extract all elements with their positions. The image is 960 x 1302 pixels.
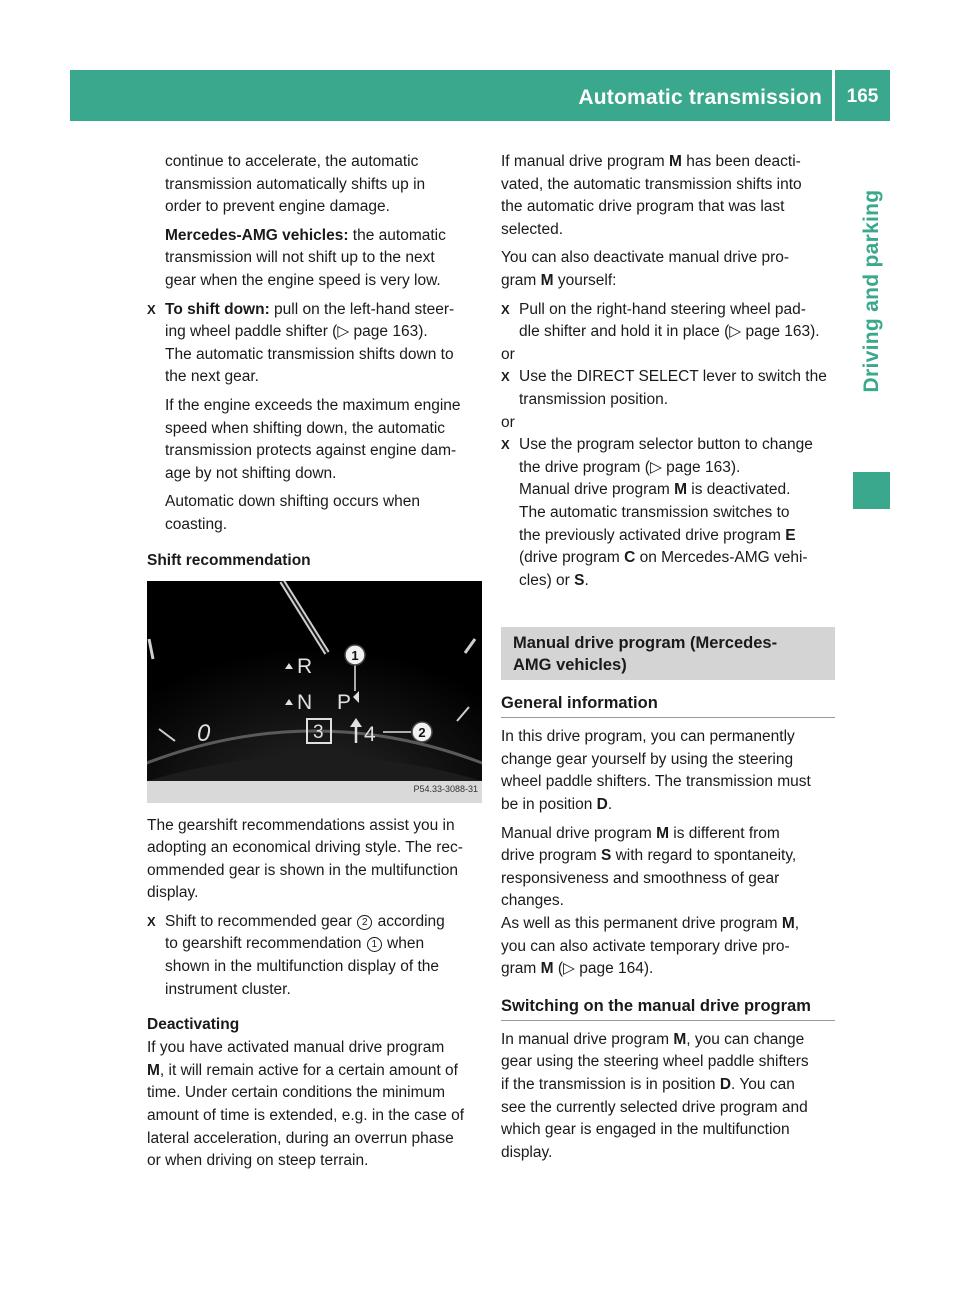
text-line: display. — [147, 884, 199, 902]
text-span: the previously activated drive program — [519, 526, 786, 544]
text-span: the automatic — [348, 226, 446, 244]
deactivating-heading: Deactivating — [147, 1016, 240, 1034]
shift-recommendation-heading: Shift recommendation — [147, 551, 311, 569]
text-line — [501, 1074, 835, 1097]
gearshift-paragraph — [147, 815, 482, 905]
text-line: age by not shifting down. — [165, 464, 337, 482]
paddle-bullet — [501, 299, 835, 322]
text-span: is deactivated. — [687, 481, 791, 499]
text-span: Use the DIRECT SELECT lever to switch the — [519, 368, 827, 386]
program-m: M — [673, 1030, 687, 1048]
gear-label-r: R — [297, 654, 313, 678]
text-line: ing wheel paddle shifter (▷ page 163). — [165, 323, 428, 341]
text-span: drive program — [501, 847, 601, 865]
text-line: wheel paddle shifters. The transmission must — [501, 773, 811, 791]
program-m: M — [656, 824, 669, 842]
text-line: AMG vehicles) — [513, 656, 627, 675]
text-span: is different from — [669, 824, 780, 842]
text-line — [147, 1060, 482, 1083]
shift-down-bullet — [147, 299, 482, 322]
text-span: on Mercedes-AMG vehi- — [635, 549, 808, 567]
program-m: M — [674, 481, 687, 499]
amg-note — [165, 225, 482, 248]
shift-down-label: To shift down: — [165, 300, 270, 318]
general-paragraph — [501, 726, 835, 816]
text-span: . — [584, 571, 589, 589]
text-line — [165, 933, 482, 956]
gear-label-n: N — [297, 690, 313, 714]
bullet-arrow-icon: X — [147, 913, 156, 929]
text-line — [501, 958, 835, 981]
text-line: If the engine exceeds the maximum engine — [165, 396, 461, 414]
text-line: The automatic transmission switches to — [519, 503, 790, 521]
shift-down-body — [147, 321, 482, 536]
text-line: responsiveness and smoothness of gear — [501, 869, 780, 887]
text-line: changes. — [501, 892, 564, 910]
text-span: gram — [501, 960, 541, 978]
gear-label-p: P — [337, 690, 352, 714]
text-line: In this drive program, you can permanently — [501, 728, 795, 746]
right-column — [501, 151, 835, 1164]
text-line: time. Under certain conditions the minimum — [147, 1084, 446, 1102]
program-s: S — [574, 571, 585, 589]
program-m: M — [540, 271, 554, 289]
text-span: (drive program — [519, 549, 625, 567]
text-line: change gear yourself by using the steering — [501, 750, 794, 768]
text-line: vated, the automatic transmission shifts into — [501, 175, 802, 193]
text-span: yourself: — [553, 271, 617, 289]
text-line: gear using the steering wheel paddle shifters — [501, 1053, 809, 1071]
text-line: amount of time is extended, e.g. in the case of — [147, 1107, 465, 1125]
page-number: 165 — [846, 86, 879, 107]
callout-1-ref: 1 — [367, 937, 382, 952]
text-span: with regard to spontaneity, — [611, 847, 797, 865]
text-line — [501, 270, 835, 293]
text-line: Automatic down shifting occurs when — [165, 493, 421, 511]
text-line — [501, 845, 835, 868]
text-line: or when driving on steep terrain. — [147, 1152, 369, 1170]
text-line: you can also activate temporary drive pro- — [501, 937, 790, 955]
program-s: S — [600, 847, 612, 865]
or-separator: or — [501, 345, 515, 363]
position-d: D — [596, 796, 608, 814]
callout-1-label: 1 — [351, 647, 359, 663]
text-span: If manual drive program — [501, 153, 669, 170]
text-span: according — [373, 912, 445, 930]
text-span: when — [382, 935, 425, 953]
text-line: see the currently selected drive program and — [501, 1098, 808, 1116]
text-span: , — [794, 915, 800, 933]
switching-on-heading: Switching on the manual drive program — [501, 993, 835, 1021]
side-tab-label: Driving and parking — [859, 189, 883, 393]
text-line: speed when shifting down, the automatic — [165, 419, 446, 437]
text-line: transmission will not shift up to the next — [165, 249, 435, 267]
text-span: Manual drive program — [519, 481, 675, 499]
text-line — [519, 479, 835, 502]
deactivate-yourself-paragraph — [501, 247, 835, 292]
text-span: Pull on the right-hand steering wheel pad- — [519, 300, 806, 318]
text-line: The gearshift recommendations assist you in — [147, 816, 455, 834]
program-m: M — [781, 915, 795, 933]
text-line: display. — [501, 1143, 553, 1161]
callout-2-ref: 2 — [357, 915, 372, 930]
instrument-cluster-figure — [147, 581, 482, 803]
text-span: In manual drive program — [501, 1030, 674, 1048]
dial-number: 0 — [197, 719, 211, 747]
text-span: , it will remain active for a certain amount of — [159, 1061, 458, 1079]
direct-select-bullet — [501, 366, 835, 389]
program-m: M — [669, 153, 682, 170]
side-tab — [853, 121, 890, 461]
text-line — [501, 913, 835, 936]
amg-section-heading — [501, 627, 835, 680]
text-span: , you can change — [686, 1030, 805, 1048]
text-line: the next gear. — [165, 368, 259, 386]
amg-label: Mercedes-AMG vehicles: — [165, 226, 349, 244]
text-span: (▷ page 164). — [553, 960, 654, 978]
text-line: continue to accelerate, the automatic — [165, 153, 419, 170]
text-line: transmission automatically shifts up in — [165, 175, 426, 193]
text-line: which gear is engaged in the multifunction — [501, 1121, 790, 1139]
left-column — [147, 151, 482, 1173]
position-d: D — [719, 1076, 732, 1093]
text-span: Shift to recommended gear — [165, 912, 357, 930]
text-line: selected. — [501, 220, 564, 238]
bullet-arrow-icon: X — [501, 301, 510, 317]
text-span: to gearshift recommendation — [165, 935, 366, 953]
bullet-arrow-icon: X — [501, 437, 510, 453]
text-line: You can also deactivate manual drive pro- — [501, 249, 790, 267]
recommended-gear-bullet — [147, 911, 482, 934]
text-span: has been deacti- — [681, 153, 801, 170]
text-span: . — [607, 796, 613, 814]
text-line — [519, 525, 835, 548]
text-span: gram — [501, 271, 541, 289]
text-span: Use the program selector button to change — [519, 436, 813, 454]
text-span: . You can — [731, 1076, 795, 1093]
text-span: if the transmission is in position — [501, 1076, 720, 1093]
side-tab-marker — [853, 472, 890, 509]
text-line: ommended gear is shown in the multifunction — [147, 861, 459, 879]
page-header-title: Automatic transmission — [578, 86, 822, 109]
text-line: coasting. — [165, 515, 228, 533]
text-line: transmission position. — [519, 390, 669, 408]
text-span: Manual drive program — [501, 824, 657, 842]
text-span: pull on the left-hand steer- — [269, 300, 455, 318]
general-information-heading: General information — [501, 690, 835, 718]
recommended-gear-body — [147, 933, 482, 1001]
text-line: gear when the engine speed is very low. — [165, 271, 441, 289]
intro-paragraph — [147, 151, 482, 293]
text-line — [501, 794, 835, 817]
text-line — [519, 570, 835, 593]
switching-paragraph — [501, 1029, 835, 1165]
text-span: As well as this permanent drive program — [501, 915, 782, 933]
text-line: If you have activated manual drive program — [147, 1039, 445, 1057]
text-line: adopting an economical driving style. The rec- — [147, 839, 463, 857]
text-line: lateral acceleration, during an overrun phase — [147, 1129, 454, 1147]
text-line: Manual drive program (Mercedes- — [513, 634, 778, 653]
text-line: transmission protects against engine dam- — [165, 442, 457, 460]
text-line: dle shifter and hold it in place (▷ page 163). — [519, 323, 820, 341]
text-line: The automatic transmission shifts down to — [165, 345, 454, 363]
text-line — [501, 151, 835, 174]
text-line — [501, 1029, 835, 1052]
program-m: M — [540, 960, 554, 978]
program-selector-bullet — [501, 434, 835, 457]
program-selector-body — [501, 457, 835, 593]
callout-2-label: 2 — [418, 724, 426, 740]
text-line — [501, 823, 835, 846]
text-line: order to prevent engine damage. — [165, 198, 390, 216]
program-c: C — [624, 549, 636, 567]
current-gear: 3 — [313, 721, 324, 743]
or-separator: or — [501, 413, 515, 431]
cluster-illustration — [147, 581, 482, 803]
bullet-arrow-icon: X — [501, 369, 510, 385]
text-line: the automatic drive program that was last — [501, 198, 785, 216]
difference-paragraph — [501, 823, 835, 981]
figure-code: P54.33-3088-31 — [413, 783, 478, 794]
program-e: E — [785, 526, 796, 544]
text-span: cles) or — [519, 571, 575, 589]
text-line: the drive program (▷ page 163). — [519, 458, 741, 476]
program-m: M — [147, 1061, 160, 1079]
recommended-gear: 4 — [364, 722, 376, 746]
bullet-arrow-icon: X — [147, 301, 156, 317]
text-line: instrument cluster. — [165, 980, 291, 998]
text-line — [519, 547, 835, 570]
deactivating-paragraph — [147, 1037, 482, 1173]
text-span: be in position — [501, 796, 597, 814]
deactivated-paragraph — [501, 151, 835, 241]
text-line: shown in the multifunction display of the — [165, 958, 439, 976]
